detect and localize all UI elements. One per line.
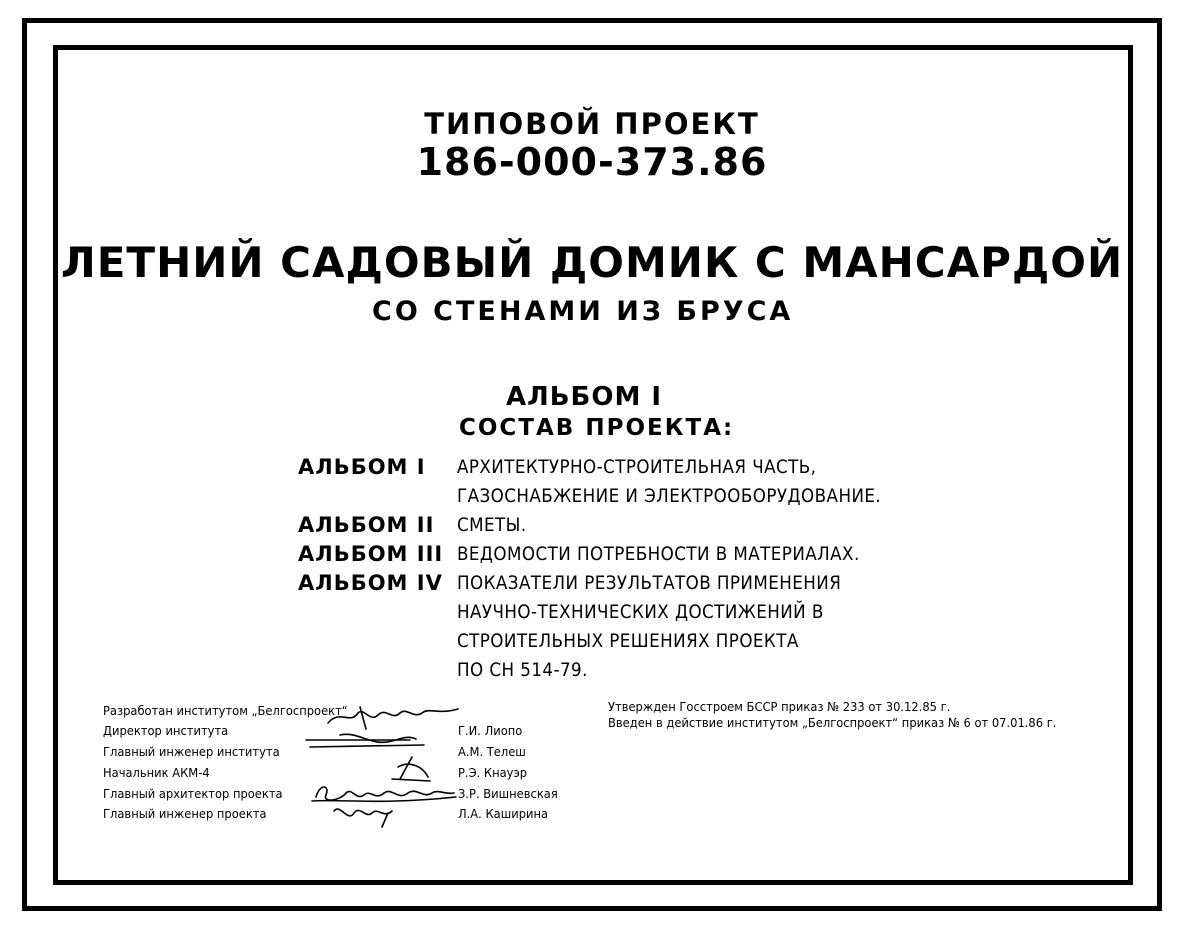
album-4-line-3: СТРОИТЕЛЬНЫХ РЕШЕНИЯХ ПРОЕКТА <box>457 630 799 652</box>
album-2-line-1: СМЕТЫ. <box>457 514 527 536</box>
title-line-2: СО СТЕНАМИ ИЗ БРУСА <box>372 296 794 327</box>
role-title-5: Главный инженер проекта <box>103 806 267 821</box>
role-title-4: Главный архитектор проекта <box>103 786 283 801</box>
approved-note: Утвержден Госстроем БССР приказ № 233 от 30.12.85 г. <box>608 699 951 714</box>
album-4-line-1: ПОКАЗАТЕЛИ РЕЗУЛЬТАТОВ ПРИМЕНЕНИЯ <box>457 572 842 594</box>
album-4-line-4: ПО СН 514-79. <box>457 659 588 681</box>
album-4-label: АЛЬБОМ IV <box>298 571 443 595</box>
role-name-4: З.Р. Вишневская <box>458 786 558 801</box>
project-number: 186-000-373.86 <box>416 140 768 184</box>
album-3-label: АЛЬБОМ III <box>298 542 444 566</box>
project-type-label: ТИПОВОЙ ПРОЕКТ <box>424 107 760 141</box>
album-4-line-2: НАУЧНО-ТЕХНИЧЕСКИХ ДОСТИЖЕНИЙ В <box>457 601 824 623</box>
album-heading: АЛЬБОМ I <box>506 382 663 412</box>
role-title-2: Главный инженер института <box>103 744 280 759</box>
role-name-3: Р.Э. Кнауэр <box>458 765 528 780</box>
role-name-2: А.М. Телеш <box>458 744 526 759</box>
composition-heading: СОСТАВ ПРОЕКТА: <box>459 415 735 441</box>
album-1-line-2: ГАЗОСНАБЖЕНИЕ И ЭЛЕКТРООБОРУДОВАНИЕ. <box>457 485 882 507</box>
album-2-label: АЛЬБОМ II <box>298 513 435 537</box>
role-title-1: Директор института <box>103 723 229 738</box>
role-name-5: Л.А. Каширина <box>458 806 549 821</box>
title-line-1: ЛЕТНИЙ САДОВЫЙ ДОМИК С МАНСАРДОЙ <box>60 238 1124 287</box>
album-1-label: АЛЬБОМ I <box>298 455 426 479</box>
developed-by: Разработан институтом „Белгоспроект“ <box>103 703 348 718</box>
role-title-3: Начальник АКМ-4 <box>103 765 210 780</box>
album-1-line-1: АРХИТЕКТУРНО-СТРОИТЕЛЬНАЯ ЧАСТЬ, <box>457 456 817 478</box>
enacted-note: Введен в действие институтом „Белгоспроект“ приказ № 6 от 07.01.86 г. <box>608 715 1057 730</box>
album-3-line-1: ВЕДОМОСТИ ПОТРЕБНОСТИ В МАТЕРИАЛАХ. <box>457 543 860 565</box>
signatures <box>300 695 460 830</box>
role-name-1: Г.И. Лиопо <box>458 723 523 738</box>
